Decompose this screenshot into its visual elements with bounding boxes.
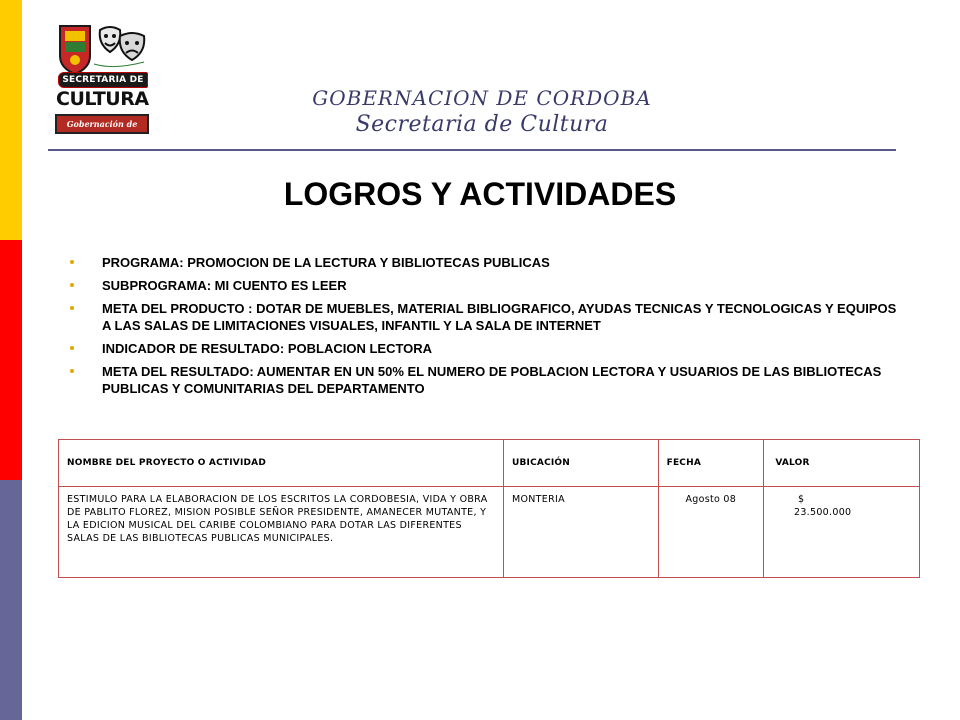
bullet-item-meta-resultado: [70, 363, 900, 397]
logo-plate-text: Gobernación de Córdoba: [66, 119, 138, 145]
bullet-icon: [70, 346, 74, 350]
page-title: LOGROS Y ACTIVIDADES: [283, 176, 677, 212]
logo-plate: [55, 114, 149, 145]
bullet-text: META DEL PRODUCTO : DOTAR DE MUEBLES, MATERIAL BIBLIOGRAFICO, AYUDAS TECNICAS Y TECNOLOGICAS Y EQUIPOS A LAS SALAS DE LIMITACIONES VISUALES, INFANTIL Y LA SALA DE INTERNET: [102, 301, 897, 333]
bullet-item-indicador: [70, 340, 900, 357]
bullet-text: PROGRAMA: PROMOCION DE LA LECTURA Y BIBLIOTECAS PUBLICAS: [102, 255, 550, 270]
bullet-item-subprograma: [70, 277, 900, 294]
bullet-icon: [70, 306, 74, 310]
bullet-text: INDICADOR DE RESULTADO: POBLACION LECTORA: [102, 341, 433, 356]
bullet-item-meta-producto: [70, 300, 900, 334]
logo-banner-text: SECRETARIA DE: [62, 75, 144, 85]
program-bullet-list: [70, 254, 900, 403]
bullet-text: META DEL RESULTADO: AUMENTAR EN UN 50% EL NUMERO DE POBLACION LECTORA Y USUARIOS DE LAS BIBLIOTECAS PUBLICAS Y COMUNITARIAS DEL DEPARTAMENTO: [102, 364, 882, 396]
cell-fecha: [658, 487, 763, 578]
column-header-nombre: NOMBRE DEL PROYECTO O ACTIVIDAD: [59, 440, 504, 487]
left-bar-red: [0, 240, 22, 480]
logo-banner: [58, 72, 148, 88]
bullet-icon: [70, 283, 74, 287]
organization-subtitle: Secretaria de Cultura: [355, 112, 609, 137]
left-bar-purple: [0, 480, 22, 720]
column-header-ubicacion: UBICACIÓN: [503, 440, 658, 487]
cell-valor-symbol: $: [797, 494, 805, 505]
cell-valor: [763, 487, 919, 578]
table-row: [59, 487, 920, 578]
cell-nombre: ESTIMULO PARA LA ELABORACION DE LOS ESCRITOS LA CORDOBESIA, VIDA Y OBRA DE PABLITO FLOREZ, MISION POSIBLE SEÑOR PRESIDENTE, AMANECER MUTANTE, Y LA EDICION MUSICAL DEL CARIBE COLOMBIANO PARA DOTAR LAS DIFERENTES SALAS DE LAS BIBLIOTECAS PUBLICAS MUNICIPALES.: [59, 487, 504, 578]
projects-table: [58, 439, 920, 578]
logo-wordmark: CULTURA: [56, 88, 149, 110]
column-header-fecha: FECHA: [658, 440, 763, 487]
secretaria-cultura-logo: [52, 22, 152, 145]
table-header-row: [59, 440, 920, 487]
header-divider: [48, 149, 896, 151]
bullet-text: SUBPROGRAMA: MI CUENTO ES LEER: [102, 278, 347, 293]
organization-title: GOBERNACION DE CORDOBA: [312, 86, 652, 110]
cell-fecha-text: Agosto 08: [685, 494, 737, 505]
cell-ubicacion: MONTERIA: [503, 487, 658, 578]
column-header-valor: [763, 440, 919, 487]
bullet-icon: [70, 260, 74, 264]
column-header-valor-text: VALOR: [775, 458, 810, 468]
bullet-icon: [70, 369, 74, 373]
cell-valor-amount: 23.500.000: [793, 507, 852, 518]
bullet-item-programa: [70, 254, 900, 271]
